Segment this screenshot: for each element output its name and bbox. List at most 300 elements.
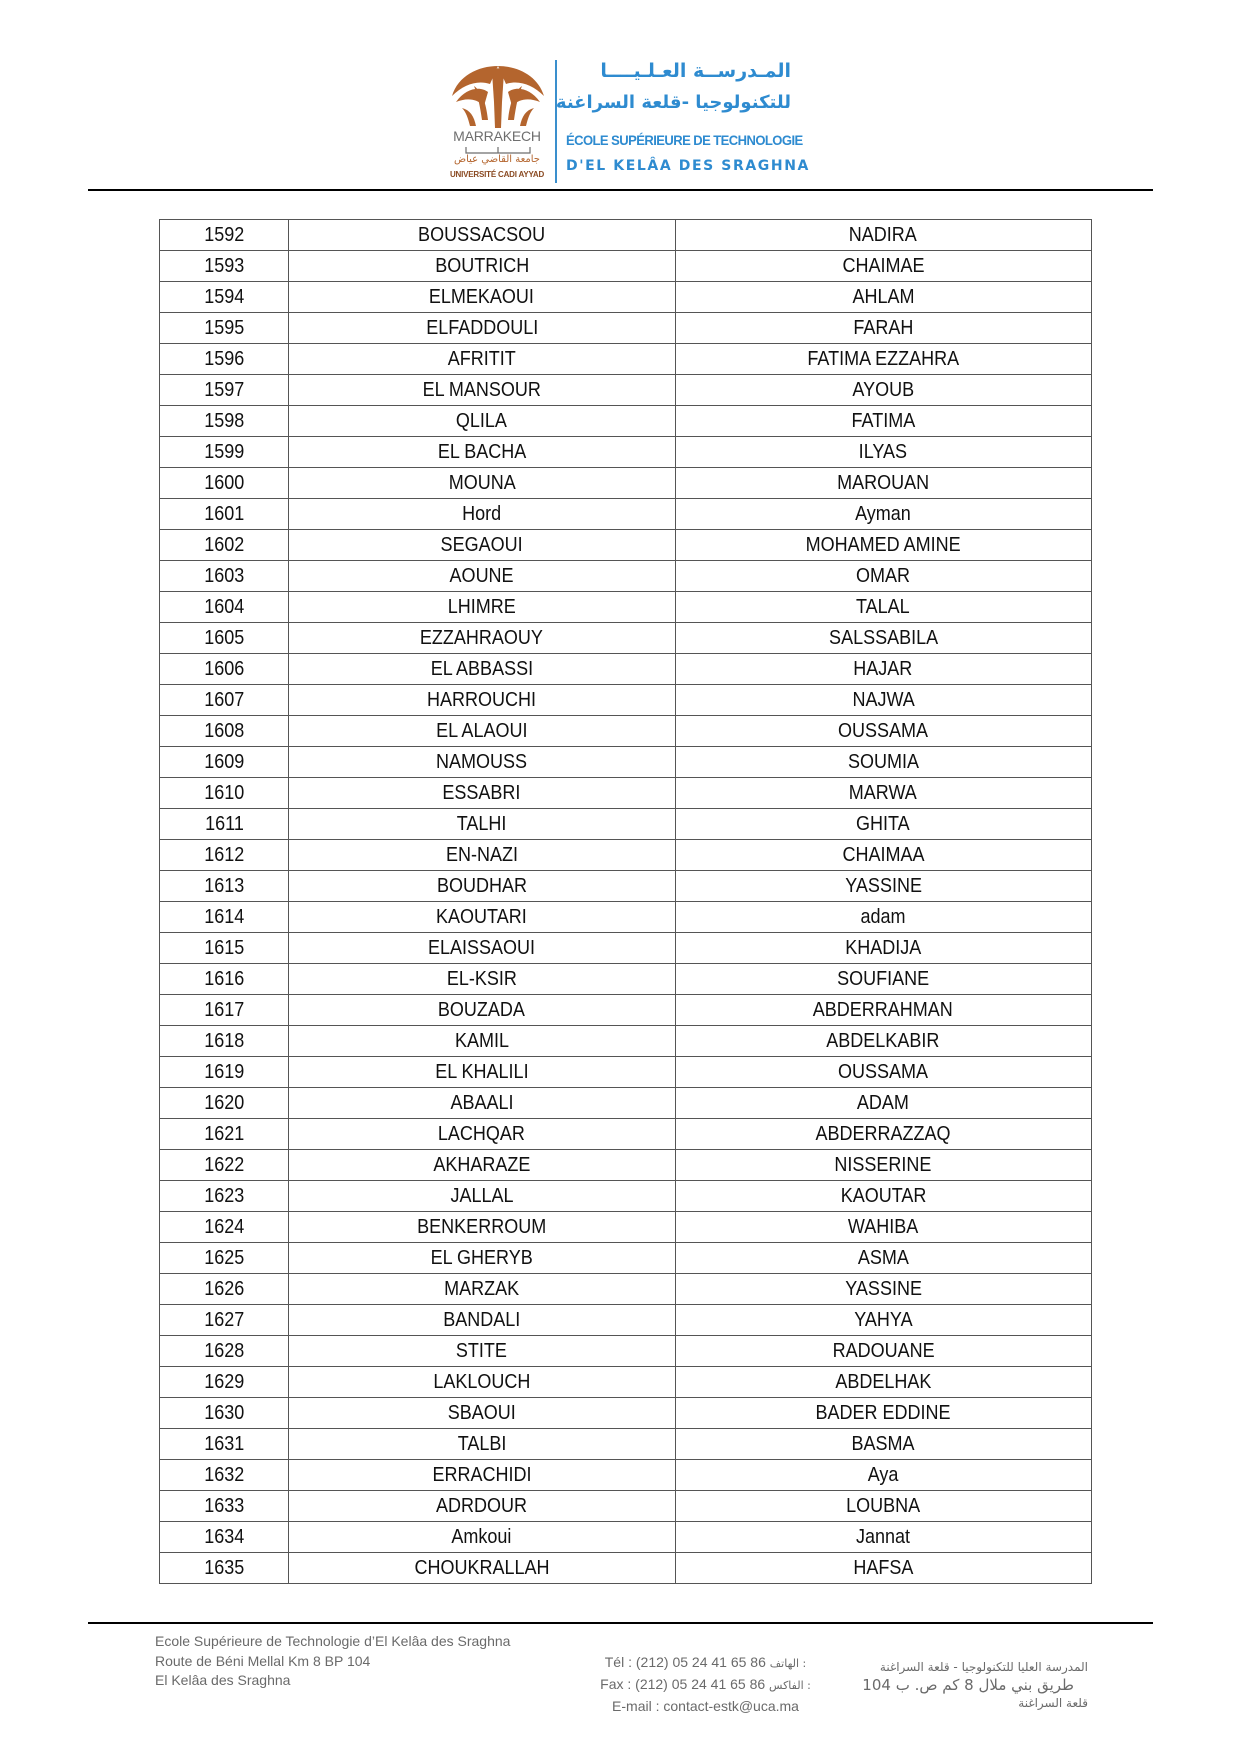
row-number-text: 1629	[204, 1371, 245, 1393]
header-rule	[88, 189, 1153, 191]
last-name-cell-text: LAKLOUCH	[433, 1371, 531, 1393]
row-number	[160, 1522, 289, 1553]
table-row	[160, 1181, 1092, 1212]
row-number-text: 1632	[204, 1464, 245, 1486]
first-name-cell	[675, 685, 1091, 716]
table-row	[160, 964, 1092, 995]
first-name-cell	[675, 251, 1091, 282]
last-name-cell-text: EN-NAZI	[445, 844, 518, 866]
table-row	[160, 809, 1092, 840]
row-number	[160, 840, 289, 871]
footer-arabic-line1: المدرسة العليا للتكنولوجيا - قلعة السراغنة	[879, 1660, 1088, 1674]
row-number-text: 1616	[204, 968, 245, 990]
first-name-cell-text: RADOUANE	[832, 1340, 935, 1362]
first-name-cell	[675, 995, 1091, 1026]
last-name-cell	[289, 1088, 675, 1119]
palm-emblem-icon	[448, 62, 548, 130]
table-row	[160, 902, 1092, 933]
last-name-cell	[289, 1181, 675, 1212]
first-name-cell	[675, 654, 1091, 685]
table-row	[160, 1274, 1092, 1305]
first-name-cell-text: ADAM	[857, 1092, 910, 1114]
row-number	[160, 1243, 289, 1274]
row-number-text: 1605	[204, 627, 245, 649]
first-name-cell	[675, 282, 1091, 313]
table-row	[160, 716, 1092, 747]
row-number-text: 1606	[204, 658, 245, 680]
row-number-text: 1613	[204, 875, 245, 897]
last-name-cell-text: NAMOUSS	[436, 751, 528, 773]
row-number	[160, 468, 289, 499]
first-name-cell-text: SOUMIA	[847, 751, 919, 773]
last-name-cell-text: AKHARAZE	[433, 1154, 531, 1176]
fax-label-arabic: : الفاكس	[769, 1679, 811, 1692]
first-name-cell-text: CHAIMAE	[842, 255, 925, 277]
first-name-cell	[675, 1243, 1091, 1274]
table-row	[160, 1367, 1092, 1398]
row-number-text: 1618	[204, 1030, 245, 1052]
last-name-cell	[289, 313, 675, 344]
first-name-cell	[675, 468, 1091, 499]
first-name-cell-text: ILYAS	[859, 441, 908, 463]
last-name-cell	[289, 437, 675, 468]
last-name-cell-text: BOUZADA	[438, 999, 526, 1021]
first-name-cell	[675, 1274, 1091, 1305]
last-name-cell-text: EL GHERYB	[430, 1247, 533, 1269]
last-name-cell	[289, 406, 675, 437]
last-name-cell-text: ELFADDOULI	[425, 317, 538, 339]
first-name-cell	[675, 964, 1091, 995]
row-number	[160, 1119, 289, 1150]
first-name-cell	[675, 499, 1091, 530]
first-name-cell	[675, 313, 1091, 344]
first-name-cell-text: Ayman	[855, 503, 912, 525]
first-name-cell	[675, 747, 1091, 778]
row-number-text: 1607	[204, 689, 245, 711]
last-name-cell	[289, 685, 675, 716]
first-name-cell	[675, 1460, 1091, 1491]
first-name-cell-text: YASSINE	[844, 1278, 922, 1300]
row-number-text: 1592	[204, 224, 245, 246]
row-number	[160, 1212, 289, 1243]
logo-city-text: MARRAKECH	[453, 128, 541, 144]
row-number	[160, 902, 289, 933]
first-name-cell-text: SOUFIANE	[837, 968, 930, 990]
table-row	[160, 220, 1092, 251]
first-name-cell-text: FATIMA	[851, 410, 916, 432]
table-row	[160, 1305, 1092, 1336]
last-name-cell	[289, 1057, 675, 1088]
table-row	[160, 685, 1092, 716]
first-name-cell-text: MARWA	[849, 782, 918, 804]
table-row	[160, 592, 1092, 623]
fax-label: Fax :	[600, 1676, 632, 1692]
last-name-cell	[289, 561, 675, 592]
last-name-cell-text: BANDALI	[443, 1309, 521, 1331]
row-number-text: 1633	[204, 1495, 245, 1517]
row-number-text: 1602	[204, 534, 245, 556]
last-name-cell-text: EL ABBASSI	[430, 658, 534, 680]
last-name-cell	[289, 1522, 675, 1553]
first-name-cell-text: ABDELHAK	[835, 1371, 932, 1393]
row-number	[160, 623, 289, 654]
first-name-cell	[675, 561, 1091, 592]
row-number	[160, 437, 289, 468]
logo-divider	[555, 60, 557, 183]
last-name-cell-text: TALHI	[456, 813, 507, 835]
first-name-cell	[675, 1119, 1091, 1150]
last-name-cell-text: EL MANSOUR	[422, 379, 542, 401]
footer-school-name: Ecole Supérieure de Technologie d’El Kelâa des Sraghna	[155, 1633, 511, 1649]
first-name-cell-text: AYOUB	[852, 379, 915, 401]
last-name-cell-text: ESSABRI	[442, 782, 521, 804]
row-number	[160, 592, 289, 623]
last-name-cell	[289, 282, 675, 313]
last-name-cell-text: AOUNE	[449, 565, 514, 587]
first-name-cell-text: OUSSAMA	[838, 720, 929, 742]
first-name-cell	[675, 1553, 1091, 1584]
row-number	[160, 313, 289, 344]
first-name-cell-text: Aya	[867, 1464, 899, 1486]
row-number-text: 1611	[204, 813, 244, 835]
row-number-text: 1594	[204, 286, 245, 308]
table-row	[160, 654, 1092, 685]
last-name-cell-text: BOUDHAR	[436, 875, 527, 897]
last-name-cell-text: HARROUCHI	[427, 689, 537, 711]
row-number-text: 1599	[204, 441, 245, 463]
first-name-cell	[675, 871, 1091, 902]
last-name-cell	[289, 1274, 675, 1305]
table-row	[160, 1119, 1092, 1150]
last-name-cell	[289, 623, 675, 654]
first-name-cell	[675, 406, 1091, 437]
first-name-cell-text: FARAH	[853, 317, 914, 339]
first-name-cell-text: FATIMA EZZAHRA	[807, 348, 960, 370]
first-name-cell	[675, 220, 1091, 251]
row-number	[160, 1491, 289, 1522]
first-name-cell-text: CHAIMAA	[842, 844, 925, 866]
last-name-cell	[289, 1460, 675, 1491]
last-name-cell	[289, 251, 675, 282]
first-name-cell	[675, 1429, 1091, 1460]
first-name-cell-text: OUSSAMA	[838, 1061, 929, 1083]
first-name-cell	[675, 778, 1091, 809]
last-name-cell-text: EL BACHA	[437, 441, 527, 463]
last-name-cell-text: ABAALI	[450, 1092, 514, 1114]
table-row	[160, 1522, 1092, 1553]
last-name-cell-text: ADRDOUR	[436, 1495, 528, 1517]
row-number	[160, 871, 289, 902]
first-name-cell	[675, 809, 1091, 840]
school-name-arabic-line1: المـدرســة العـلـيــــا	[600, 60, 791, 82]
first-name-cell	[675, 623, 1091, 654]
row-number-text: 1604	[204, 596, 245, 618]
first-name-cell-text: HAJAR	[853, 658, 913, 680]
last-name-cell-text: QLILA	[456, 410, 508, 432]
row-number	[160, 654, 289, 685]
last-name-cell-text: BOUTRICH	[434, 255, 529, 277]
row-number	[160, 1429, 289, 1460]
row-number-text: 1624	[204, 1216, 245, 1238]
last-name-cell	[289, 995, 675, 1026]
last-name-cell	[289, 1367, 675, 1398]
row-number	[160, 1305, 289, 1336]
first-name-cell	[675, 902, 1091, 933]
row-number	[160, 747, 289, 778]
row-number	[160, 1336, 289, 1367]
last-name-cell-text: JALLAL	[450, 1185, 514, 1207]
table-row	[160, 1460, 1092, 1491]
logo-university-arabic: جامعة القاضي عياض	[453, 154, 540, 165]
table-row	[160, 1398, 1092, 1429]
row-number	[160, 1274, 289, 1305]
last-name-cell-text: SEGAOUI	[440, 534, 523, 556]
row-number	[160, 933, 289, 964]
last-name-cell	[289, 499, 675, 530]
row-number	[160, 375, 289, 406]
first-name-cell	[675, 933, 1091, 964]
table-row	[160, 251, 1092, 282]
footer-email[interactable]: E-mail : contact-estk@uca.ma	[612, 1698, 799, 1714]
last-name-cell-text: Amkoui	[451, 1526, 512, 1548]
table-row	[160, 282, 1092, 313]
last-name-cell	[289, 592, 675, 623]
school-name-french-line1: ÉCOLE SUPÉRIEURE DE TECHNOLOGIE	[566, 132, 803, 148]
row-number	[160, 1026, 289, 1057]
first-name-cell-text: HAFSA	[853, 1557, 914, 1579]
row-number-text: 1612	[204, 844, 245, 866]
table-row	[160, 1429, 1092, 1460]
last-name-cell-text: LACHQAR	[438, 1123, 526, 1145]
first-name-cell-text: ABDERRAHMAN	[813, 999, 954, 1021]
first-name-cell	[675, 1336, 1091, 1367]
table-row	[160, 375, 1092, 406]
first-name-cell	[675, 1057, 1091, 1088]
row-number-text: 1634	[204, 1526, 245, 1548]
first-name-cell-text: LOUBNA	[846, 1495, 921, 1517]
first-name-cell-text: MAROUAN	[837, 472, 930, 494]
last-name-cell-text: BOUSSACSOU	[418, 224, 546, 246]
footer-contact	[588, 1652, 823, 1716]
school-name-french-line2: D'EL KELÂA DES SRAGHNA	[566, 158, 810, 174]
last-name-cell	[289, 1212, 675, 1243]
table-row	[160, 1243, 1092, 1274]
footer-rule	[88, 1622, 1153, 1624]
row-number-text: 1610	[204, 782, 245, 804]
table-row	[160, 778, 1092, 809]
footer-route: Route de Béni Mellal Km 8 BP 104	[155, 1652, 371, 1669]
last-name-cell-text: TALBI	[457, 1433, 507, 1455]
first-name-cell	[675, 344, 1091, 375]
last-name-cell-text: MARZAK	[444, 1278, 520, 1300]
row-number-text: 1635	[204, 1557, 245, 1579]
row-number-text: 1623	[204, 1185, 245, 1207]
table-row	[160, 468, 1092, 499]
row-number-text: 1627	[204, 1309, 245, 1331]
first-name-cell-text: KHADIJA	[845, 937, 922, 959]
last-name-cell-text: EL ALAOUI	[436, 720, 528, 742]
last-name-cell	[289, 1305, 675, 1336]
table-row	[160, 747, 1092, 778]
first-name-cell	[675, 592, 1091, 623]
last-name-cell	[289, 468, 675, 499]
row-number-text: 1597	[204, 379, 245, 401]
last-name-cell-text: STITE	[456, 1340, 508, 1362]
last-name-cell-text: SBAOUI	[447, 1402, 516, 1424]
row-number	[160, 1181, 289, 1212]
phone-label: Tél :	[604, 1654, 632, 1670]
last-name-cell-text: Hord	[462, 503, 502, 525]
last-name-cell	[289, 1491, 675, 1522]
row-number	[160, 778, 289, 809]
row-number-text: 1601	[204, 503, 245, 525]
row-number	[160, 995, 289, 1026]
last-name-cell	[289, 1429, 675, 1460]
last-name-cell	[289, 1553, 675, 1584]
table-row	[160, 871, 1092, 902]
last-name-cell-text: EL-KSIR	[446, 968, 517, 990]
first-name-cell	[675, 1522, 1091, 1553]
last-name-cell-text: LHIMRE	[447, 596, 516, 618]
row-number-text: 1614	[204, 906, 245, 928]
row-number	[160, 406, 289, 437]
row-number-text: 1620	[204, 1092, 245, 1114]
row-number	[160, 530, 289, 561]
table-row	[160, 840, 1092, 871]
row-number	[160, 1150, 289, 1181]
last-name-cell	[289, 778, 675, 809]
row-number	[160, 685, 289, 716]
first-name-cell-text: NAJWA	[852, 689, 915, 711]
table-row	[160, 561, 1092, 592]
footer-address-french	[155, 1632, 510, 1691]
first-name-cell-text: ABDELKABIR	[826, 1030, 940, 1052]
first-name-cell-text: GHITA	[856, 813, 911, 835]
row-number-text: 1598	[204, 410, 245, 432]
first-name-cell-text: NISSERINE	[834, 1154, 932, 1176]
row-number	[160, 561, 289, 592]
first-name-cell	[675, 1088, 1091, 1119]
first-name-cell-text: YAHYA	[854, 1309, 913, 1331]
first-name-cell	[675, 375, 1091, 406]
table-row	[160, 1212, 1092, 1243]
table-row	[160, 1150, 1092, 1181]
table-row	[160, 313, 1092, 344]
row-number	[160, 809, 289, 840]
row-number-text: 1603	[204, 565, 245, 587]
footer-address-arabic	[862, 1658, 1088, 1712]
last-name-cell	[289, 220, 675, 251]
row-number-text: 1593	[204, 255, 245, 277]
row-number	[160, 251, 289, 282]
last-name-cell-text: KAOUTARI	[436, 906, 528, 928]
first-name-cell	[675, 1305, 1091, 1336]
last-name-cell	[289, 871, 675, 902]
footer-arabic-line2: طريق بني ملال 8 كم ص. ب 104	[862, 1676, 1074, 1694]
last-name-cell	[289, 747, 675, 778]
last-name-cell	[289, 1243, 675, 1274]
last-name-cell	[289, 902, 675, 933]
footer-arabic-line3: قلعة السراغنة	[1018, 1696, 1088, 1710]
logo-university-french: UNIVERSITÉ CADI AYYAD	[449, 170, 545, 179]
first-name-cell-text: YASSINE	[844, 875, 922, 897]
last-name-cell	[289, 1398, 675, 1429]
last-name-cell-text: ERRACHIDI	[432, 1464, 532, 1486]
first-name-cell-text: AHLAM	[852, 286, 915, 308]
row-number-text: 1622	[204, 1154, 245, 1176]
last-name-cell-text: EL KHALILI	[435, 1061, 529, 1083]
last-name-cell	[289, 716, 675, 747]
row-number-text: 1617	[204, 999, 245, 1021]
row-number	[160, 964, 289, 995]
table-row	[160, 1491, 1092, 1522]
first-name-cell-text: adam	[860, 906, 906, 928]
school-name-arabic-line2: للتكنولوجيا -قلعة السراغنة	[555, 92, 791, 113]
row-number	[160, 1398, 289, 1429]
row-number-text: 1631	[204, 1433, 245, 1455]
first-name-cell	[675, 1398, 1091, 1429]
first-name-cell	[675, 840, 1091, 871]
table-row	[160, 344, 1092, 375]
last-name-cell	[289, 1119, 675, 1150]
first-name-cell-text: ABDERRAZZAQ	[815, 1123, 951, 1145]
first-name-cell-text: WAHIBA	[848, 1216, 919, 1238]
last-name-cell-text: BENKERROUM	[417, 1216, 547, 1238]
row-number-text: 1619	[204, 1061, 245, 1083]
first-name-cell-text: TALAL	[856, 596, 911, 618]
table-row	[160, 623, 1092, 654]
table-row	[160, 1553, 1092, 1584]
first-name-cell	[675, 1212, 1091, 1243]
row-number	[160, 1057, 289, 1088]
first-name-cell	[675, 1181, 1091, 1212]
last-name-cell-text: KAMIL	[454, 1030, 509, 1052]
phone-label-arabic: : الهاتف	[769, 1657, 807, 1670]
row-number-text: 1630	[204, 1402, 245, 1424]
first-name-cell	[675, 1026, 1091, 1057]
table-row	[160, 437, 1092, 468]
row-number-text: 1615	[204, 937, 245, 959]
last-name-cell	[289, 530, 675, 561]
row-number-text: 1596	[204, 348, 245, 370]
row-number-text: 1600	[204, 472, 245, 494]
fax-value: (212) 05 24 41 65 86	[635, 1676, 766, 1692]
row-number	[160, 716, 289, 747]
last-name-cell	[289, 1150, 675, 1181]
row-number-text: 1626	[204, 1278, 245, 1300]
last-name-cell	[289, 1026, 675, 1057]
table-row	[160, 1026, 1092, 1057]
last-name-cell	[289, 809, 675, 840]
row-number	[160, 1460, 289, 1491]
row-number	[160, 282, 289, 313]
last-name-cell-text: MOUNA	[448, 472, 516, 494]
last-name-cell-text: EZZAHRAOUY	[420, 627, 544, 649]
table-row	[160, 933, 1092, 964]
row-number	[160, 1367, 289, 1398]
student-list-table	[159, 219, 1092, 1584]
university-logo-mark	[448, 62, 548, 184]
row-number-text: 1608	[204, 720, 245, 742]
row-number	[160, 344, 289, 375]
last-name-cell	[289, 964, 675, 995]
row-number	[160, 1553, 289, 1584]
footer-fax	[588, 1674, 823, 1696]
table-body	[160, 220, 1092, 1584]
table-row	[160, 1088, 1092, 1119]
last-name-cell	[289, 375, 675, 406]
row-number-text: 1625	[204, 1247, 245, 1269]
